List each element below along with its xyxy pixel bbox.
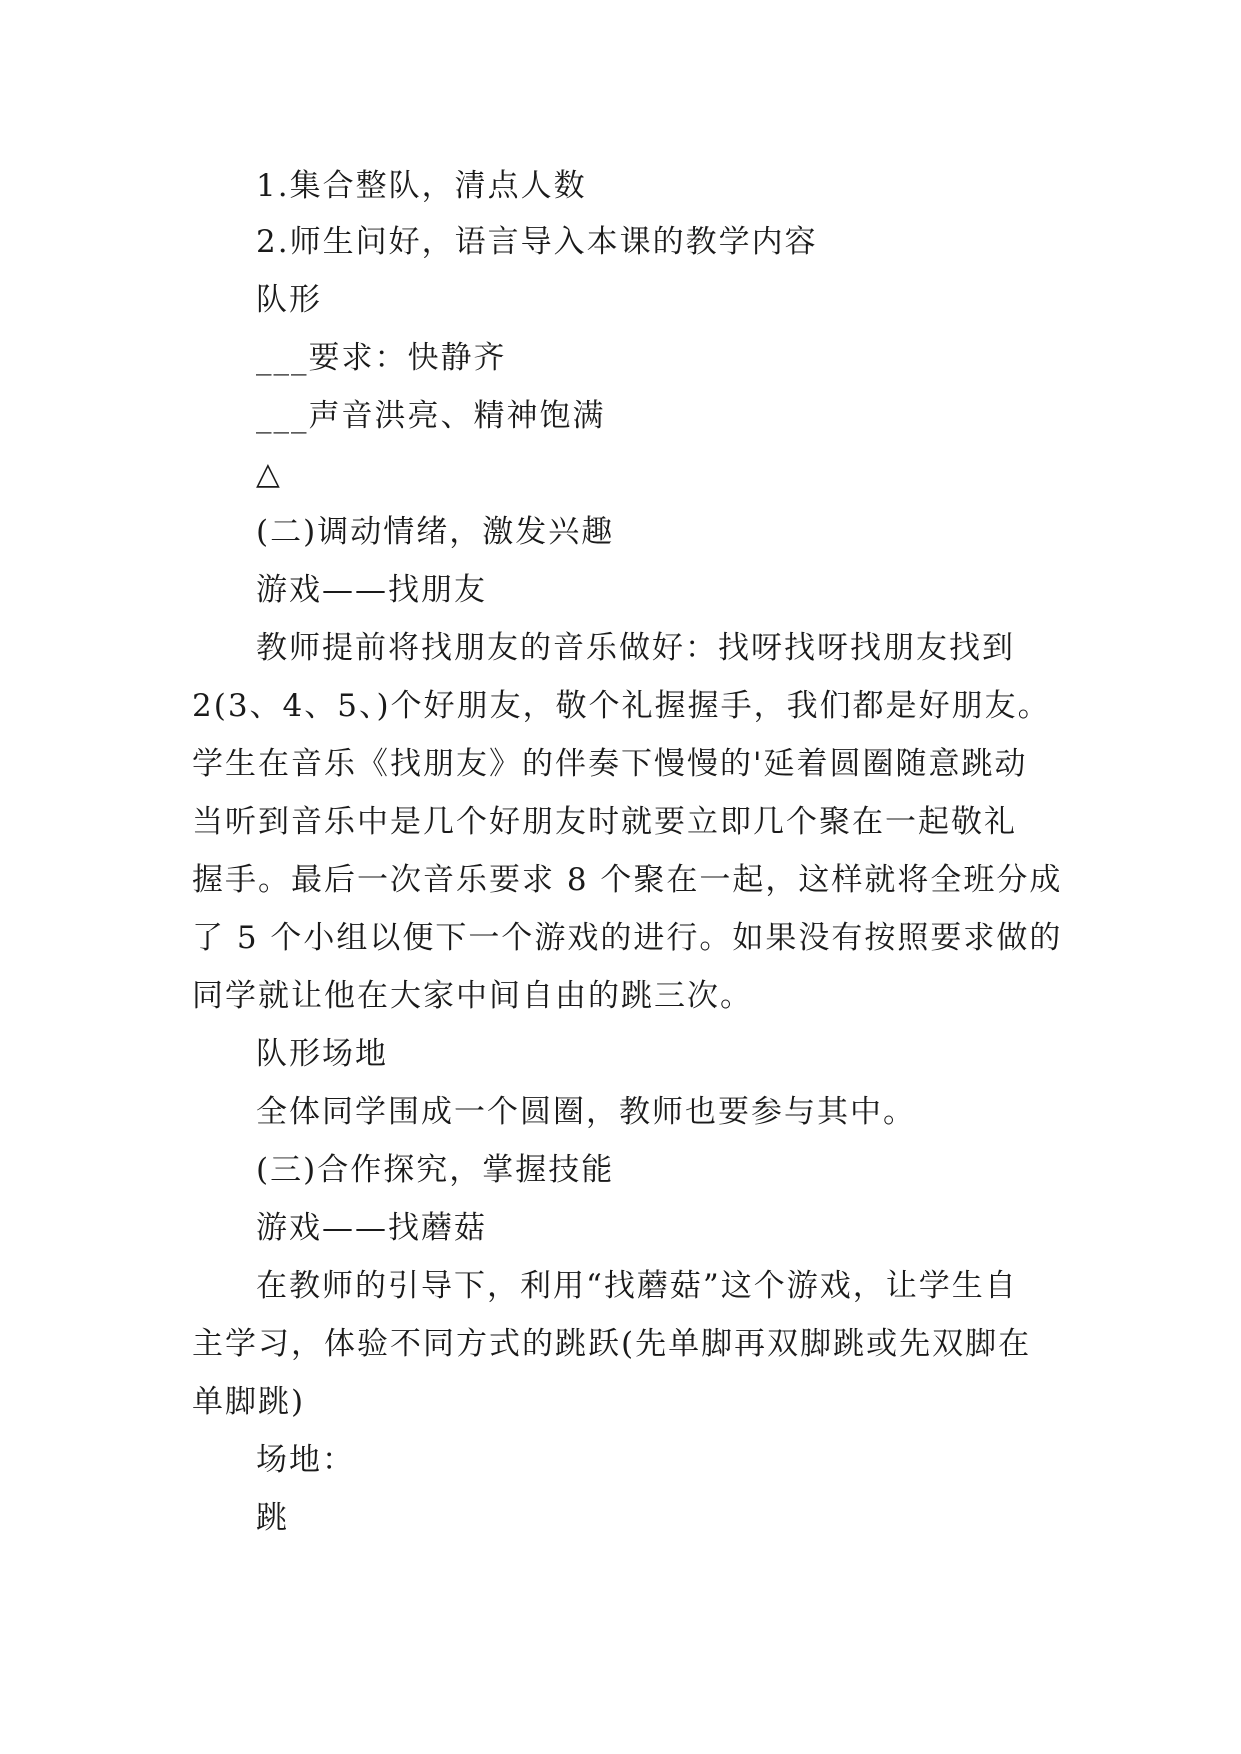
paragraph-line: 单脚跳) [192,1384,306,1420]
game-find-friends-title: 游戏——找朋友 [256,572,487,608]
paragraph-line: 握手。最后一次音乐要求 8 个聚在一起，这样就将全班分成 [192,862,1063,898]
voice-requirement-line: ___声音洪亮、精神饱满 [256,398,606,434]
game-find-mushrooms-title: 游戏——找蘑菇 [256,1210,487,1246]
paragraph-line: 了 5 个小组以便下一个游戏的进行。如果没有按照要求做的 [192,920,1063,956]
paragraph-line: 在教师的引导下，利用“找蘑菇”这个游戏，让学生自 [256,1268,1018,1304]
paragraph-line: 当听到音乐中是几个好朋友时就要立即几个聚在一起敬礼 [192,804,1017,840]
formation-venue-label: 队形场地 [256,1036,388,1072]
circle-formation-text: 全体同学围成一个圆圈，教师也要参与其中。 [256,1094,916,1130]
section-two-heading: (二)调动情绪，激发兴趣 [256,514,615,550]
triangle-symbol: △ [256,456,282,492]
formation-label: 队形 [256,282,322,318]
paragraph-line: 主学习，体验不同方式的跳跃(先单脚再双脚跳或先双脚在 [192,1326,1032,1362]
jump-text: 跳 [256,1500,289,1536]
section-three-heading: (三)合作探究，掌握技能 [256,1152,615,1188]
paragraph-line: 学生在音乐《找朋友》的伴奏下慢慢的'延着圆圈随意跳动 [192,746,1028,782]
requirement-line: ___要求：快静齐 [256,340,507,376]
step-2-text: 2.师生问好，语言导入本课的教学内容 [256,224,818,260]
paragraph-line: 2(3、4、5、)个好朋友，敬个礼握握手，我们都是好朋友。 [192,688,1051,724]
step-1-text: 1.集合整队，清点人数 [256,168,587,204]
paragraph-line: 教师提前将找朋友的音乐做好：找呀找呀找朋友找到 [256,630,1015,666]
paragraph-line: 同学就让他在大家中间自由的跳三次。 [192,978,753,1014]
venue-label: 场地： [256,1442,355,1478]
